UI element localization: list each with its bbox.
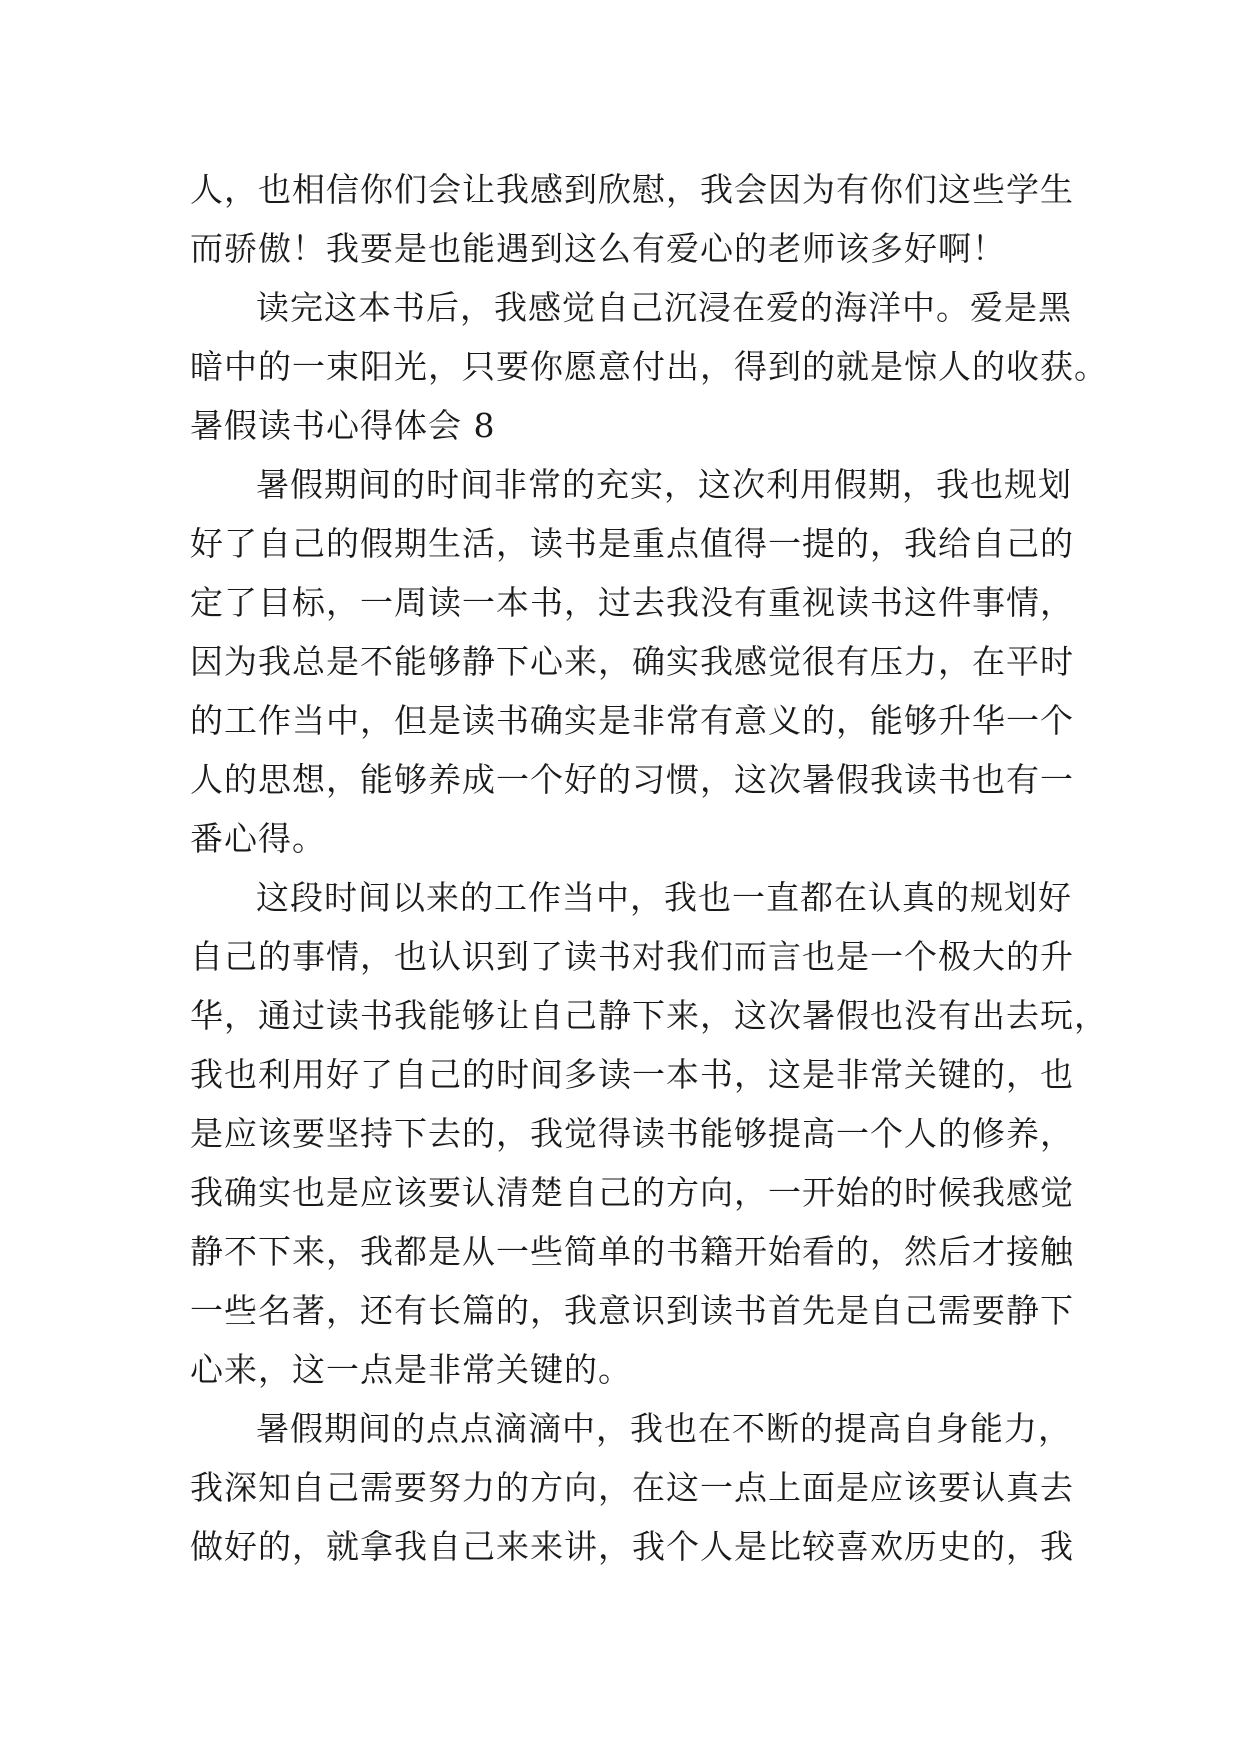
- text-line: 人，也相信你们会让我感到欣慰，我会因为有你们这些学生: [190, 170, 1074, 209]
- text-line: 好了自己的假期生活，读书是重点值得一提的，我给自己的: [190, 524, 1074, 563]
- text-line: 自己的事情，也认识到了读书对我们而言也是一个极大的升: [190, 937, 1074, 976]
- text-line: 而骄傲！我要是也能遇到这么有爱心的老师该多好啊！: [190, 229, 1006, 268]
- text-line: 我确实也是应该要认清楚自己的方向，一开始的时候我感觉: [190, 1173, 1074, 1212]
- text-line: 我也利用好了自己的时间多读一本书，这是非常关键的，也: [190, 1055, 1074, 1094]
- text-line: 心来，这一点是非常关键的。: [190, 1350, 632, 1389]
- text-line: 暑假期间的时间非常的充实，这次利用假期，我也规划: [256, 465, 1072, 504]
- text-line: 读完这本书后，我感觉自己沉浸在爱的海洋中。爱是黑: [256, 288, 1072, 327]
- text-line: 静不下来，我都是从一些简单的书籍开始看的，然后才接触: [190, 1232, 1074, 1271]
- document-body: [190, 160, 1108, 1576]
- text-line: 是应该要坚持下去的，我觉得读书能够提高一个人的修养，: [190, 1114, 1074, 1153]
- text-line: 一些名著，还有长篇的，我意识到读书首先是自己需要静下: [190, 1291, 1074, 1330]
- text-line: 我深知自己需要努力的方向，在这一点上面是应该要认真去: [190, 1468, 1074, 1507]
- text-line: 人的思想，能够养成一个好的习惯，这次暑假我读书也有一: [190, 760, 1074, 799]
- text-line: 番心得。: [190, 819, 326, 858]
- text-line: 暗中的一束阳光，只要你愿意付出，得到的就是惊人的收获。: [190, 347, 1108, 386]
- text-line: 暑假期间的点点滴滴中，我也在不断的提高自身能力，: [256, 1409, 1072, 1448]
- section-heading: 暑假读书心得体会 8: [190, 406, 496, 445]
- text-line: 定了目标，一周读一本书，过去我没有重视读书这件事情，: [190, 583, 1074, 622]
- text-line: 的工作当中，但是读书确实是非常有意义的，能够升华一个: [190, 701, 1074, 740]
- text-line: 做好的，就拿我自己来来讲，我个人是比较喜欢历史的，我: [190, 1527, 1074, 1566]
- text-line: 这段时间以来的工作当中，我也一直都在认真的规划好: [256, 878, 1072, 917]
- text-line: 因为我总是不能够静下心来，确实我感觉很有压力，在平时: [190, 642, 1074, 681]
- text-line: 华，通过读书我能够让自己静下来，这次暑假也没有出去玩，: [190, 996, 1108, 1035]
